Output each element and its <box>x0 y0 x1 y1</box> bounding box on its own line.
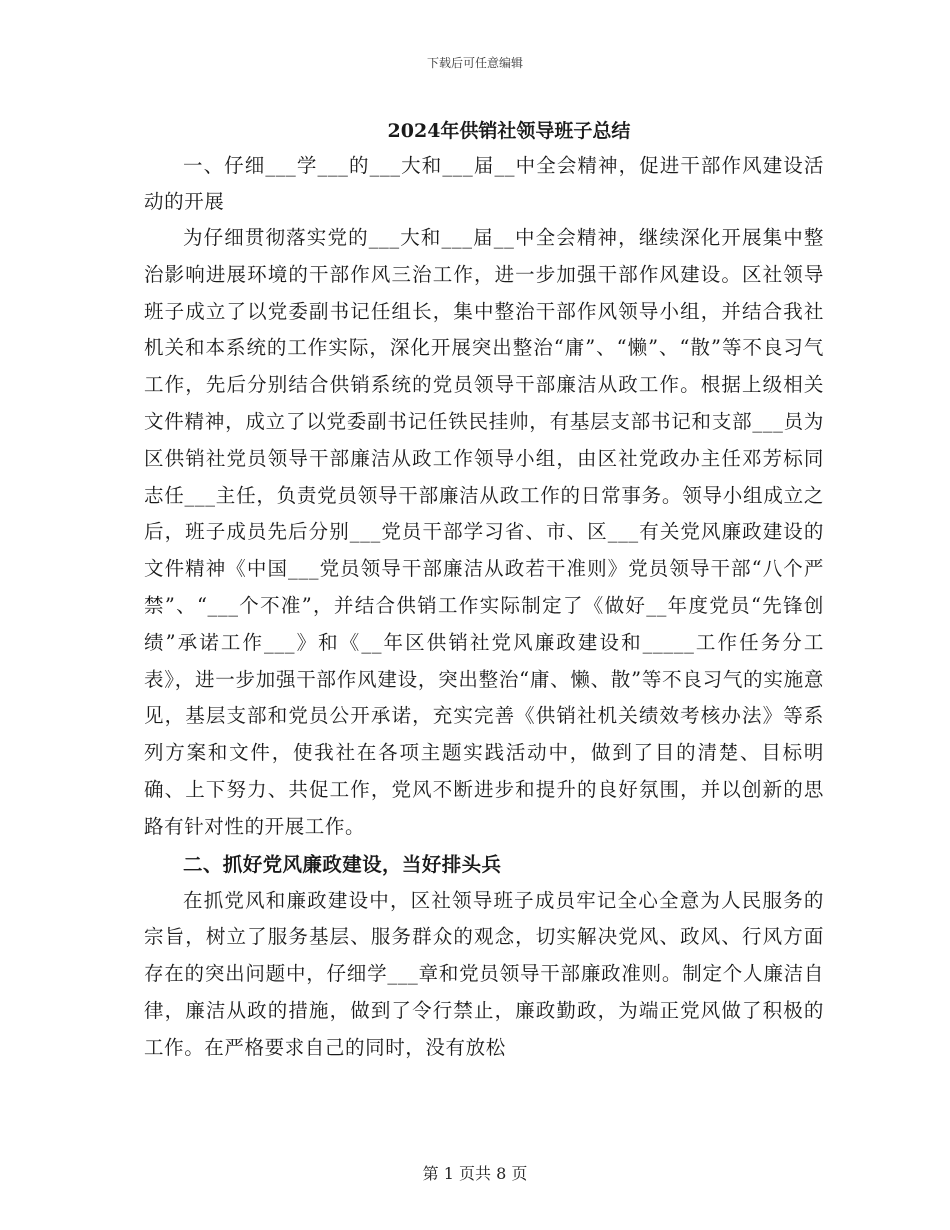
document-title: 2024年供销社领导班子总结 <box>387 120 631 142</box>
section-1-heading: 一、仔细___学___的___大和___届__中全会精神，促进干部作风建设活动的开展 <box>144 154 824 213</box>
section-1-body: 为仔细贯彻落实党的___大和___届__中全会精神，继续深化开展集中整治影响进展环境的干部作风三治工作，进一步加强干部作风建设。区社领导班子成立了以党委副书记任组长，集中整治干部作风领导小组，并结合我社机关和本系统的工作实际，深化开展突出整治“庸”、“懒”、“散”等不良习气工作，先后分别结合供销系统的党员领导干部廉洁从政工作。根据上级相关文件精神，成立了以党委副书记任铁民挂帅，有基层支部书记和支部___员为区供销社党员领导干部廉洁从政工作领导小组，由区社党政办主任邓芳标同志任___主任，负责党员领导干部廉洁从政工作的日常事务。领导小组成立之后，班子成员先后分别___党员干部学习省、市、区___有关党风廉政建设的文件精神《中国___党员领导干部廉洁从政若干准则》党员领导干部“八个严禁”、“___个不准”，并结合供销工作实际制定了《做好__年度党员“先锋创绩”承诺工作___》和《__年区供销社党风廉政建设和_____工作任务分工表》，进一步加强干部作风建设，突出整治“庸、懒、散”等不良习气的实施意见，基层支部和党员公开承诺，充实完善《供销社机关绩效考核办法》等系列方案和文件，使我社在各项主题实践活动中，做到了目的清楚、目标明确、上下努力、共促工作，党风不断进步和提升的良好氛围，并以创新的思路有针对性的开展工作。 <box>144 226 824 838</box>
section-2-heading: 二、抓好党风廉政建设，当好排头兵 <box>183 852 502 876</box>
section-2-body: 在抓党风和廉政建设中，区社领导班子成员牢记全心全意为人民服务的宗旨，树立了服务基层、服务群众的观念，切实解决党风、政风、行风方面存在的突出问题中，仔细学___章和党员领导干部廉政准则。制定个人廉洁自律，廉洁从政的措施，做到了令行禁止，廉政勤政，为端正党风做了积极的工作。在严格要求自己的同时，没有放松 <box>144 888 824 1059</box>
page-footer: 第 1 页共 8 页 <box>422 1164 528 1183</box>
page-header: 下载后可任意编辑 <box>426 56 523 70</box>
document-body <box>144 114 824 1067</box>
